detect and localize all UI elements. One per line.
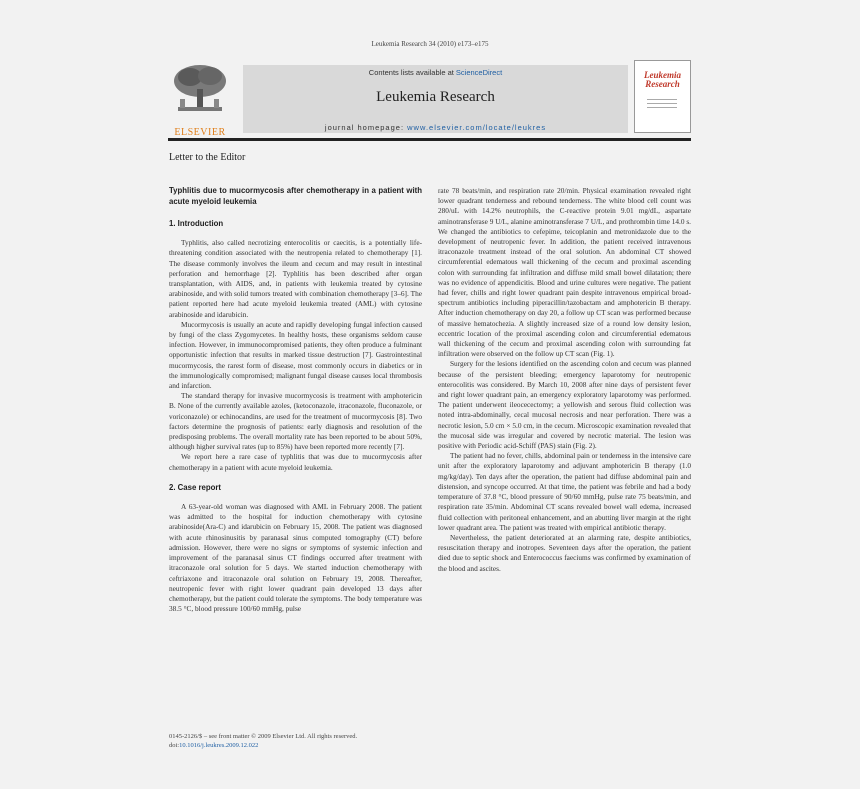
- contents-prefix: Contents lists available at: [368, 68, 456, 77]
- journal-homepage-line: [243, 123, 628, 132]
- article-title: Typhlitis due to mucormycosis after chemotherapy in a patient with acute myeloid leukemia: [169, 186, 422, 206]
- doi-link[interactable]: 10.1016/j.leukres.2009.12.022: [179, 742, 259, 749]
- body-paragraph: Surgery for the lesions identified on the ascending colon and cecum was planned because of the persistent bleeding; emergency laparotomy for neutropenic enterocolitis was considered. By March 10, 2008 after nine days of persistent fever and right lower quadrant pain, an emergency exploratory laparotomy was performed. The patient underwent ileocecectomy; a yellowish and serous fluid collection was noted intra-abdominally, cecal mucosal necrosis and near perforation. There was a necrotic lesion, 5.0 cm × 5.0 cm, in the cecum. Microscopic examination revealed that the mucosal side was irregular and covered by necrotic material. The lesion was positive with Periodic acid-Schiff (PAS) stain (Fig. 2).: [438, 359, 691, 451]
- page-footer: [169, 732, 357, 750]
- left-column: [169, 186, 422, 614]
- section-heading: 2. Case report: [169, 482, 222, 492]
- body-paragraph: Mucormycosis is usually an acute and rapidly developing fungal infection caused by fungi of the class Zygomycetes. In healthy hosts, these organisms seldom cause infection. However, in immunocompromised patients, they often produce a fulminant opportunistic infection that results in marked tissue destruction [7]. Gastrointestinal mucormycosis, the rarest form of disease, most commonly occurs in diabetics or in the immunologically compromised; malignant fungal disease causes local thrombosis and infarction.: [169, 319, 422, 391]
- masthead-rule: [168, 138, 691, 141]
- sciencedirect-link[interactable]: ScienceDirect: [455, 68, 503, 77]
- publisher-name: ELSEVIER: [174, 127, 226, 138]
- body-paragraph: Typhlitis, also called necrotizing enterocolitis or caecitis, is a potentially life-threatening condition associated with the neutropenia related to chemotherapy [1]. The disease commonly involves the ileum and cecum and may result in intestinal perforation and hemorrhage [2]. Typhlitis has been described after organ transplantation, with AIDS, and, in patients with leukemia treated by cytosine arabinoside, and with solid tumors treated with combination chemotherapy [3–6]. The patient reported here had acute myeloid leukemia treated (AML) with cytosine arabinoside and idarubicin.: [169, 238, 422, 319]
- copyright-line: 0145-2126/$ – see front matter © 2009 Elsevier Ltd. All rights reserved.: [169, 733, 358, 740]
- cover-decoration: [647, 99, 677, 111]
- homepage-prefix: journal homepage:: [324, 123, 408, 132]
- contents-available-line: [243, 68, 628, 77]
- body-paragraph: The standard therapy for invasive mucormycosis is treatment with amphotericin B. None of the currently available azoles, (ketoconazole, itraconazole, fluconazole, or voriconazole) or echinocandins, are used for the treatment of mucormycosis [8]. Two factors determine the prognosis of patients: early diagnosis and resolution of the predisposing problems. The overall mortality rate has been reported to be about 50%, although higher survival rates (up to 85%) have been reported more recently [7].: [169, 391, 422, 452]
- masthead-center-panel: [243, 65, 628, 133]
- elsevier-tree-icon: [172, 63, 228, 115]
- body-paragraph: rate 78 beats/min, and respiration rate 20/min. Physical examination revealed right lower quadrant tenderness and rebound tenderness. The white blood cell count was 280/uL with 14.2% neutrophils, the C-reactive protein 9.01 mg/dL, aspartate aminotransferase 9 U/L, alanine aminotransferase 7 U/L, and prothrombin time 14.0 s. We changed the antibiotics to cefepime, teicoplanin and metronidazole due to the development of neutropenic fever. In addition, the patient received intravenous itraconazole treatment instead of the oral solution. An abdominal CT showed circumferential edematous wall thickening of the cecum and proximal ascending colon with surrounding fat infiltration and diffuse mild small bowel dilatation; there was no evidence of appendicitis. Blood and urine cultures were negative. The patient had fever, chills and right lower quadrant pain despite intravenous empirical broad-spectrum antibiotics including piperacillin/tazobactam and amphotericin B therapy. After induction chemotherapy on day 20, a follow up CT scan was performed because of massive hematochezia. A slightly increased size of a round low density lesion, eccentric location of the proximal ascending colon and circumferential edematous wall thickening of the cecum and proximal ascending colon with surrounding fat infiltration were observed on the follow up CT scan (Fig. 1).: [438, 186, 691, 359]
- journal-cover-thumbnail: [634, 60, 691, 133]
- section-gap: [169, 473, 422, 483]
- body-paragraph: We report here a rare case of typhlitis that was due to mucormycosis after chemotherapy in a patient with acute myeloid leukemia.: [169, 452, 422, 472]
- body-paragraph: The patient had no fever, chills, abdominal pain or tenderness in the intensive care unit after the exploratory laparotomy and adjuvant amphotericin B therapy (1.0 mg/kg/day). Ten days after the operation, the patient had diffuse abdominal pain and distension, and syncope occurred. At that time, the patient was febrile and had a body temperature of 37.8 °C, blood pressure of 90/60 mmHg, pulse rate 75 beats/min, and respiration rate 35/min. Abdominal CT scans revealed bowel wall edema, increased fluid collection with peritoneal enhancement, and an abutting liver margin at the right lower quadrant area. The patient was treated with empirical antibiotic therapy.: [438, 451, 691, 532]
- elsevier-logo: [168, 63, 232, 138]
- right-column: [438, 186, 691, 574]
- body-paragraph: A 63-year-old woman was diagnosed with AML in February 2008. The patient was admitted to the hospital for induction chemotherapy with cytosine arabinoside(Ara-C) and idarubicin on February 15, 2008. The patient was diagnosed with acute rhinosinusitis by paranasal sinus computed tomography (CT) before admission. However, there were no signs or symptoms of systemic infection and improvement of the paranasal sinus CT findings occurred after treatment with itraconazole oral solution for 5 days. We started induction chemotherapy with ceftriaxone and itraconazole oral solution on February 19, 2008. Thereafter, neutropenic fever with right lower quadrant pain developed 13 days after chemotherapy, but the patient could tolerate the symptoms. The body temperature was 38.5 °C, blood pressure 100/60 mmHg, pulse: [169, 502, 422, 614]
- article-type: Letter to the Editor: [169, 152, 246, 163]
- journal-title: Leukemia Research: [376, 89, 495, 105]
- doi-line: [169, 741, 357, 750]
- doi-prefix: doi:: [169, 742, 180, 749]
- journal-masthead: [168, 58, 691, 138]
- running-header: Leukemia Research 34 (2010) e173–e175: [371, 40, 489, 48]
- section-heading: 1. Introduction: [169, 219, 224, 228]
- body-paragraph: Nevertheless, the patient deteriorated at an alarming rate, despite antibiotics, resuscitation therapy and inotropes. Seventeen days after the operation, the patient died due to septic shock and Enterococcus faeciums was confirmed by examination of the blood and ascites.: [438, 532, 691, 573]
- homepage-link[interactable]: www.elsevier.com/locate/leukres: [407, 123, 547, 132]
- cover-title: Leukemia Research: [644, 70, 681, 89]
